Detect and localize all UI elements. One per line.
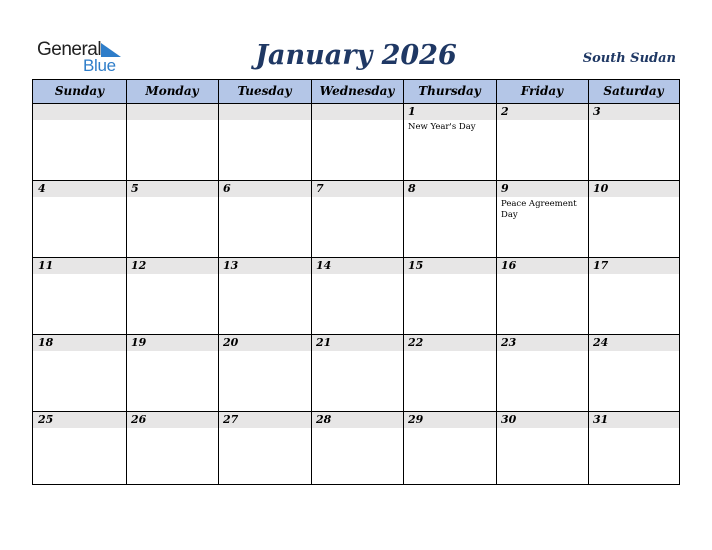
day-number-strip [496,103,588,120]
day-number: 13 [223,259,239,272]
day-number: 26 [131,413,147,426]
weekday-wednesday: Wednesday [319,84,395,98]
day-number: 16 [501,259,517,272]
day-number: 12 [131,259,147,272]
day-number-strip [126,103,218,120]
day-number-strip [311,103,403,120]
day-number: 3 [593,105,601,118]
day-number: 6 [223,182,231,195]
day-number-strip [311,180,403,197]
weekday-header [33,80,679,103]
day-number: 19 [131,336,147,349]
day-number: 15 [408,259,424,272]
day-number: 4 [38,182,46,195]
logo-blue-text: Blue [83,56,116,75]
grid-row-divider [33,180,679,181]
grid-column-divider [588,80,589,484]
day-number: 8 [408,182,416,195]
day-number: 7 [316,182,324,195]
day-number: 29 [408,413,424,426]
grid-column-divider [311,80,312,484]
day-number: 24 [593,336,609,349]
country-name: South Sudan [582,51,676,66]
weekday-saturday: Saturday [603,84,664,98]
holiday-label: Peace Agreement Day [501,199,577,220]
day-number: 1 [408,105,416,118]
day-number-strip [33,180,126,197]
day-number: 20 [223,336,239,349]
grid-row-divider [33,334,679,335]
weekday-tuesday: Tuesday [237,84,292,98]
day-number: 22 [408,336,424,349]
grid-row-divider [33,257,679,258]
grid-column-divider [126,80,127,484]
day-number: 31 [593,413,609,426]
day-number: 30 [501,413,517,426]
day-number-strip [218,103,311,120]
day-number: 18 [38,336,54,349]
day-number: 5 [131,182,139,195]
day-number-strip [33,103,126,120]
day-number: 14 [316,259,332,272]
grid-column-divider [403,80,404,484]
grid-row-divider [33,411,679,412]
grid-column-divider [496,80,497,484]
day-number: 28 [316,413,332,426]
day-number-strip [496,180,588,197]
day-number: 23 [501,336,517,349]
weekday-thursday: Thursday [418,84,481,98]
day-number: 27 [223,413,239,426]
grid-row-divider [33,103,679,104]
day-number: 25 [38,413,54,426]
weekday-sunday: Sunday [54,84,105,98]
day-number-strip [218,180,311,197]
day-number: 10 [593,182,609,195]
day-number: 17 [593,259,609,272]
grid-column-divider [218,80,219,484]
calendar-grid [32,79,680,485]
day-number-strip [403,180,496,197]
day-number-strip [126,180,218,197]
day-number-strip [588,103,679,120]
weekday-monday: Monday [145,84,199,98]
day-number: 2 [501,105,509,118]
day-number: 21 [316,336,332,349]
day-number-strip [403,103,496,120]
holiday-label: New Year's Day [408,122,476,132]
page-title: January 2026 [255,40,457,71]
day-number: 11 [38,259,54,272]
logo-general-text: General [37,39,102,60]
day-number: 9 [501,182,509,195]
weekday-friday: Friday [520,84,564,98]
